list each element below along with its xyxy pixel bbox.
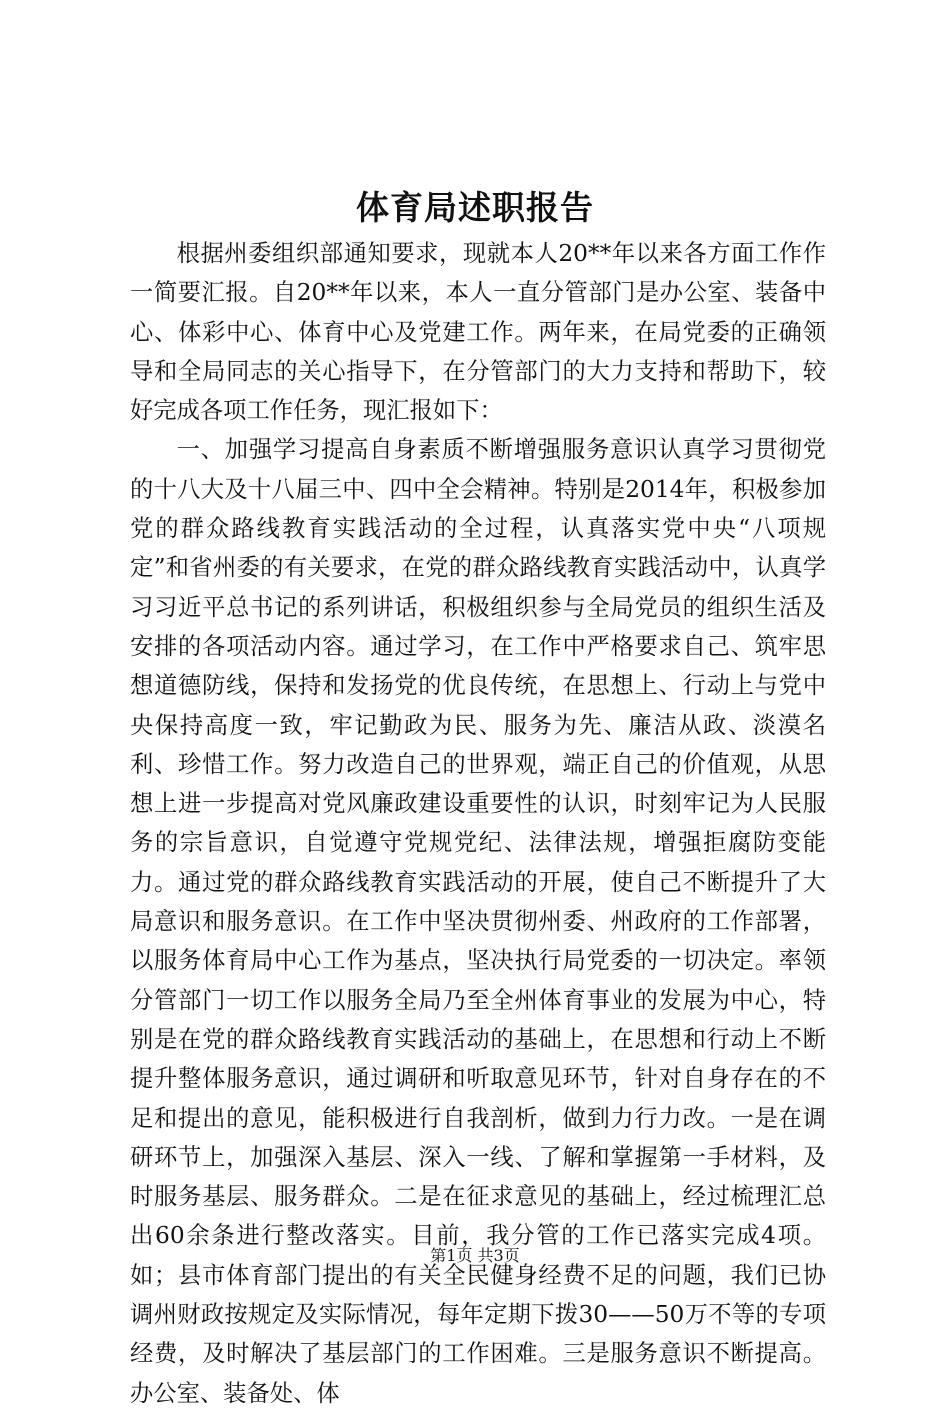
page-footer: 第1页 共3页: [430, 1246, 520, 1265]
paragraph-section-one: 一、加强学习提高自身素质不断增强服务意识认真学习贯彻党的十八大及十八届三中、四中全会精神。特别是2014年，积极参加党的群众路线教育实践活动的全过程，认真落实党中央“八项规定”和省州委的有关要求，在党的群众路线教育实践活动中，认真学习习近平总书记的系列讲话，积极组织参与全局党员的组织生活及安排的各项活动内容。通过学习，在工作中严格要求自己、筑牢思想道德防线，保持和发扬党的优良传统，在思想上、行动上与党中央保持高度一致，牢记勤政为民、服务为先、廉洁从政、淡漠名利、珍惜工作。努力改造自己的世界观，端正自己的价值观，从思想上进一步提高对党风廉政建设重要性的认识，时刻牢记为人民服务的宗旨意识，自觉遵守党规党纪、法律法规，增强拒腐防变能力。通过党的群众路线教育实践活动的开展，使自己不断提升了大局意识和服务意识。在工作中坚决贯彻州委、州政府的工作部署，以服务体育局中心工作为基点，坚决执行局党委的一切决定。率领分管部门一切工作以服务全局乃至全州体育事业的发展为中心，特别是在党的群众路线教育实践活动的基础上，在思想和行动上不断提升整体服务意识，通过调研和听取意见环节，针对自身存在的不足和提出的意见，能积极进行自我剖析，做到力行力改。一是在调研环节上，加强深入基层、深入一线、了解和掌握第一手材料，及时服务基层、服务群众。二是在征求意见的基础上，经过梳理汇总出60余条进行整改落实。目前，我分管的工作已落实完成4项。如；县市体育部门提出的有关全民健身经费不足的问题，我们已协调州财政按规定及实际情况，每年定期下拨30——50万不等的专项经费，及时解决了基层部门的工作困难。三是服务意识不断提高。办公室、装备处、体: [130, 436, 826, 1407]
document-body: [130, 234, 826, 1413]
paragraph-intro: 根据州委组织部通知要求，现就本人20**年以来各方面工作作一简要汇报。自20**年以来，本人一直分管部门是办公室、装备中心、体彩中心、体育中心及党建工作。两年来，在局党委的正确领导和全局同志的关心指导下，在分管部门的大力支持和帮助下，较好完成各项工作任务，现汇报如下：: [130, 240, 826, 425]
document-title: 体育局述职报告: [356, 188, 594, 227]
